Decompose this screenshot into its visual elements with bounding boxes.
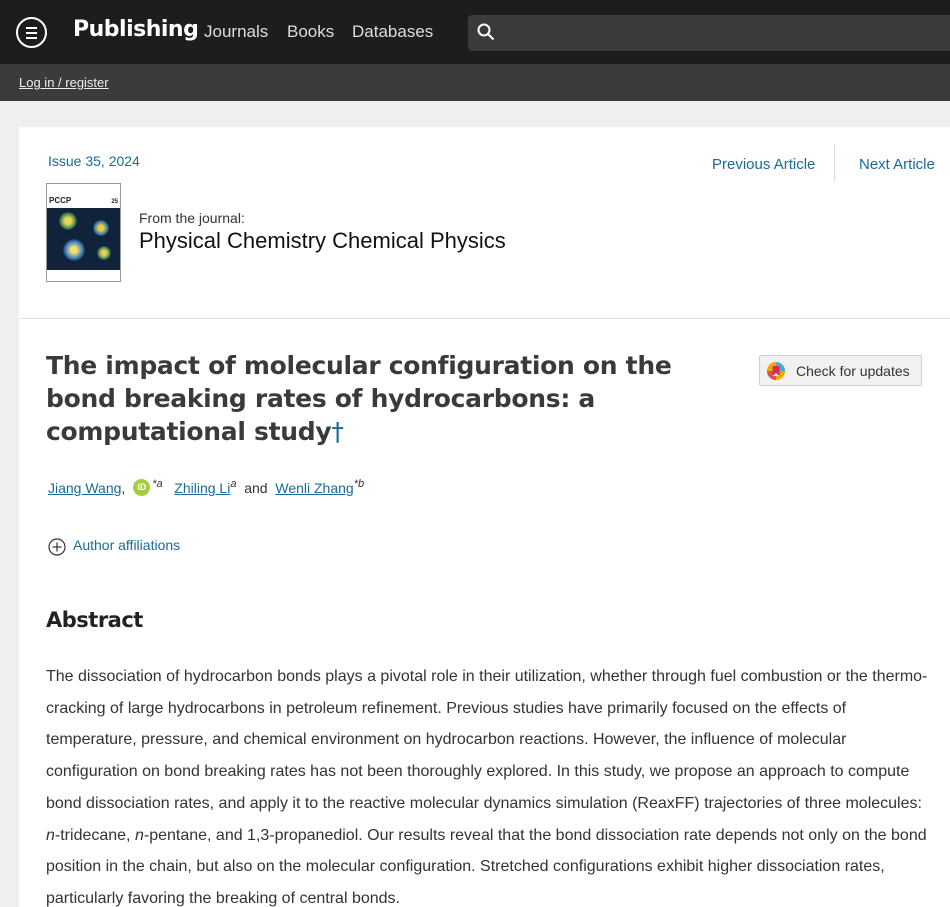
author-affiliation-mark: *b (353, 478, 365, 490)
abstract-text-part: -pentane, and 1,3-propanediol. Our results reveal that the bond dissociation rate depends not only on the bond position in the chain, but also on the molecular configuration. Stretched configurations exhibit higher dissociation rates, particularly favoring the breaking of central bonds. (46, 826, 927, 907)
search-icon[interactable] (477, 23, 495, 41)
author-affiliations-label: Author affiliations (73, 537, 181, 553)
check-for-updates-button[interactable] (759, 355, 922, 386)
journal-name[interactable]: Physical Chemistry Chemical Physics (139, 228, 506, 253)
brand-logo[interactable]: Publishing (73, 17, 199, 42)
article-title-text: The impact of molecular configuration on the bond breaking rates of hydrocarbons: a computational study (46, 351, 672, 446)
nav-link-databases[interactable]: Databases (352, 22, 434, 41)
section-divider (19, 318, 950, 319)
nav-divider (834, 144, 835, 182)
journal-cover-image[interactable] (46, 183, 121, 282)
abstract-text-part: -tridecane, (54, 826, 135, 844)
nav-link-books[interactable]: Books (287, 22, 335, 41)
orcid-icon[interactable]: iD (133, 479, 150, 496)
search-bar[interactable] (468, 15, 950, 51)
abstract-text-part: The dissociation of hydrocarbon bonds plays a pivotal role in their utilization, whether through fuel combustion or the thermo-cracking of large hydrocarbons in petroleum refinement. Previous studies have primarily focused on the effects of temperature, pressure, and chemical environment on hydrocarbon reactions. However, the influence of molecular configuration on bond breaking rates has not been thoroughly explored. In this study, we propose an approach to compute bond dissociation rates, and apply it to the reactive molecular dynamics simulation (ReaxFF) trajectories of three molecules: (46, 668, 928, 812)
author-affiliation-mark: a (230, 478, 237, 490)
article-title (46, 349, 746, 448)
next-article-link[interactable]: Next Article (859, 156, 935, 173)
crossmark-icon (766, 361, 786, 381)
hamburger-icon[interactable] (16, 17, 47, 48)
cover-title: PCCP (49, 196, 72, 205)
abstract-italic-n: n (46, 826, 55, 844)
author-and: and (244, 480, 268, 496)
from-journal-label: From the journal: (139, 210, 245, 226)
login-register-link[interactable]: Log in / register (19, 75, 109, 90)
nav-link-journals[interactable]: Journals (204, 22, 269, 41)
cover-header (47, 184, 120, 208)
author-link-wenli-zhang[interactable]: Wenli Zhang (275, 480, 354, 496)
abstract-text (46, 661, 936, 907)
cover-footer (47, 270, 120, 281)
search-input[interactable] (508, 21, 928, 45)
top-navigation-bar (0, 0, 950, 64)
check-for-updates-label: Check for updates (796, 363, 910, 379)
author-link-zhiling-li[interactable]: Zhiling Li (174, 480, 231, 496)
author-separator: , (121, 480, 126, 496)
author-affiliation-mark: *a (152, 478, 163, 490)
previous-article-link[interactable]: Previous Article (712, 156, 816, 173)
cover-issue-number: 25 (111, 199, 118, 205)
account-bar (0, 64, 950, 101)
article-card (19, 127, 950, 907)
author-list (48, 480, 364, 498)
abstract-heading: Abstract (46, 608, 143, 632)
author-link-jiang-wang[interactable]: Jiang Wang (48, 480, 122, 496)
abstract-italic-n: n (134, 826, 144, 844)
expand-plus-icon (48, 538, 66, 556)
supplementary-info-dagger[interactable]: † (331, 417, 344, 446)
issue-link[interactable]: Issue 35, 2024 (48, 153, 140, 169)
